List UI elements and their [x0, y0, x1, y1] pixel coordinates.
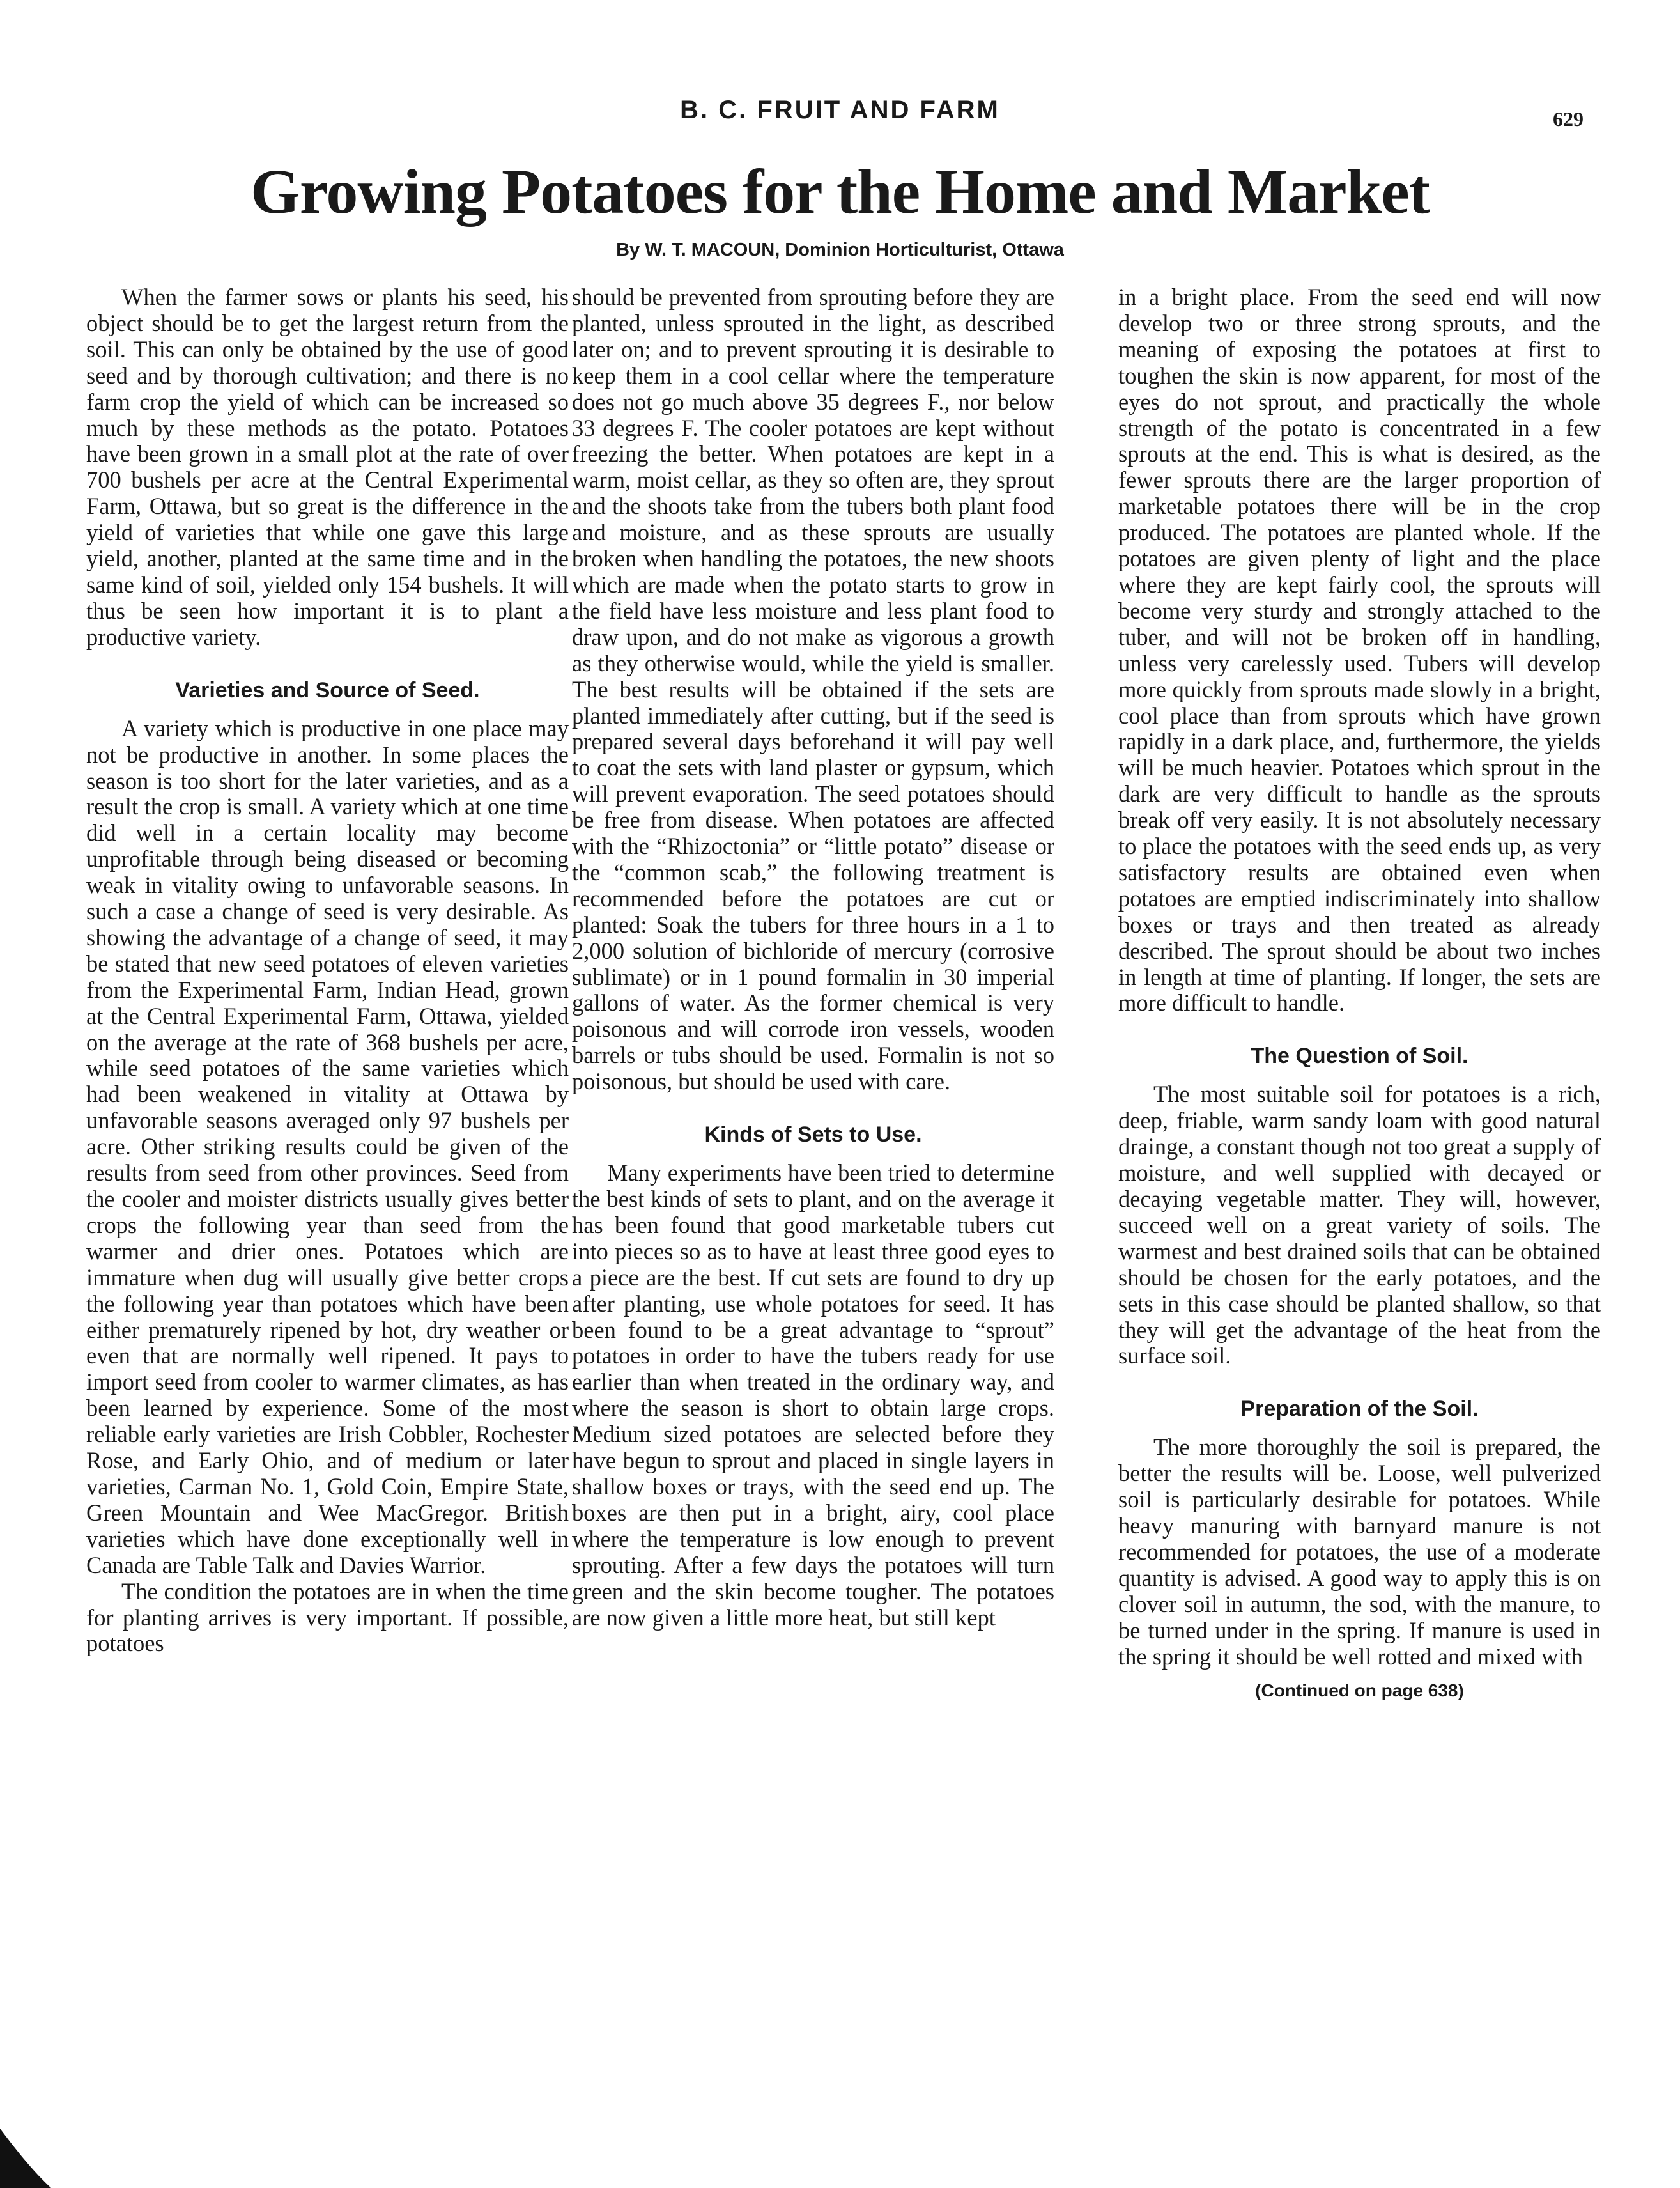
- article-title: Growing Potatoes for the Home and Market: [250, 156, 1430, 227]
- paragraph-soil: The most suitable soil for potatoes is a rich, deep, friable, warm sandy loam with good natural drainge, a constant though not too great a supply of moisture, and well supplied with decayed or decaying vegetable matter. They will, however, succeed well on a great variety of soils. The warmest and best drained soils that can be obtained should be chosen for the early potatoes, and the sets in this case should be planted shallow, so that they will get the advantage of the heat from the surface soil.: [1118, 1081, 1601, 1369]
- column-3: [1118, 284, 1601, 2132]
- heading-soil: The Question of Soil.: [1251, 1044, 1468, 1069]
- page-corner-shadow: [0, 2129, 51, 2188]
- heading-preparation: Preparation of the Soil.: [1240, 1397, 1479, 1422]
- paragraph-varieties: A variety which is productive in one place may not be productive in another. In some places the season is too short for the later varieties, and as a result the crop is small. A variety which at one time did well in a certain locality may become unprofitable through being diseased or becoming weak in vitality owing to unfavorable seasons. In such a case a change of seed is very desirable. As showing the advantage of a change of seed, it may be stated that new seed potatoes of eleven varieties from the Experimental Farm, Indian Head, grown at the Central Experimental Farm, Ottawa, yielded on the average at the rate of 368 bushels per acre, while seed potatoes of the same varieties which had been weakened in vitality at Ottawa by unfavorable seasons averaged only 97 bushels per acre. Other striking results could be given of the results from seed from other provinces. Seed from the cooler and moister districts usually gives better crops the following year than seed from the warmer and drier ones. Potatoes which are immature when dug will usually give better crops the following year than potatoes which have been either prematurely ripened by hot, dry weather or even that are normally well ripened. It pays to import seed from cooler to warmer climates, as has been learned by experience. Some of the most reliable early varieties are Irish Cobbler, Rochester Rose, and Early Ohio, and of medium or later varieties, Carman No. 1, Gold Coin, Empire State, Green Mountain and Wee MacGregor. British varieties which have done exceptionally well in Canada are Table Talk and Davies Warrior.: [86, 715, 569, 1578]
- paragraph-condition: The condition the potatoes are in when the time for planting arrives is very important. If possible, potatoes: [86, 1578, 569, 1657]
- heading-sets: Kinds of Sets to Use.: [704, 1122, 922, 1147]
- paragraph-intro: When the farmer sows or plants his seed, his object should be to get the largest return from the soil. This can only be obtained by the use of good seed and by thorough cultivation; and there is no farm crop the yield of which can be increased so much by these methods as the potato. Potatoes have been grown in a small plot at the rate of over 700 bushels per acre at the Central Experimental Farm, Ottawa, but so great is the difference in the yield of varieties that while one gave this large yield, another, planted at the same time and in the same kind of soil, yielded only 154 bushels. It will thus be seen how important it is to plant a productive variety.: [86, 284, 569, 650]
- page-number: 629: [1553, 107, 1584, 130]
- continued-note: (Continued on page 638): [1255, 1680, 1464, 1700]
- heading-varieties: Varieties and Source of Seed.: [175, 678, 480, 702]
- article-byline: By W. T. MACOUN, Dominion Horticulturist, Ottawa: [616, 240, 1064, 260]
- paragraph-preparation: The more thoroughly the soil is prepared, the better the results will be. Loose, well pulverized soil is particularly desirable for potatoes. While heavy manuring with barnyard manure is not recommended for potatoes, the use of a moderate quantity is advised. A good way to apply this is on clover soil in autumn, the sod, with the manure, to be turned under in the spring. If manure is used in the spring it should be well rotted and mixed with: [1118, 1434, 1601, 1670]
- column-2: [572, 284, 1054, 2132]
- running-head: B. C. FRUIT AND FARM: [680, 96, 1000, 124]
- paragraph-sprouting: should be prevented from sprouting before they are planted, unless sprouted in the light, as described later on; and to prevent sprouting it is desirable to keep them in a cool cellar where the temperature does not go much above 35 degrees F., nor below 33 degrees F. The cooler potatoes are kept without freezing the better. When potatoes are kept in a warm, moist cellar, as they so often are, they sprout and the shoots take from the tubers both plant food and moisture, and as these sprouts are usually broken when handling the potatoes, the new shoots which are made when the potato starts to grow in the field have less moisture and less plant food to draw upon, and do not make as vigorous a growth as they otherwise would, while the yield is smaller. The best results will be obtained if the sets are planted immediately after cutting, but if the seed is prepared several days beforehand it will pay well to coat the sets with land plaster or gypsum, which will prevent evaporation. The seed potatoes should be free from disease. When potatoes are affected with the “Rhizoctonia” or “little potato” disease or the “common scab,” the following treatment is recommended before the potatoes are cut or planted: Soak the tubers for three hours in a 1 to 2,000 solution of bichloride of mercury (corrosive sublimate) or in 1 pound formalin in 30 imperial gallons of water. As the former chemical is very poisonous and will corrode iron vessels, wooden barrels or tubs should be used. Formalin is not so poisonous, but should be used with care.: [572, 284, 1054, 1095]
- column-1: [86, 284, 569, 2132]
- paragraph-sprouts: in a bright place. From the seed end will now develop two or three strong sprouts, and the meaning of exposing the potatoes at first to toughen the skin is now apparent, for most of the eyes do not sprout, and practically the whole strength of the potato is concentrated in a few sprouts at the end. This is what is desired, as the fewer sprouts there are the larger proportion of marketable potatoes there will be in the crop produced. The potatoes are planted whole. If the potatoes are given plenty of light and the place where they are kept fairly cool, the sprouts will become very sturdy and strongly attached to the tuber, and will not be broken off in handling, unless very carelessly used. Tubers will develop more quickly from sprouts made slowly in a bright, cool place than from sprouts which have grown rapidly in a dark place, and, furthermore, the yields will be much heavier. Potatoes which sprout in the dark are very difficult to handle as the sprouts break off very easily. It is not absolutely necessary to place the potatoes with the seed ends up, as very satisfactory results are obtained even when potatoes are emptied indiscriminately into shallow boxes or trays and then treated as already described. The sprout should be about two inches in length at time of planting. If longer, the sets are more difficult to handle.: [1118, 284, 1601, 1016]
- paragraph-sets: Many experiments have been tried to determine the best kinds of sets to plant, and on the average it has been found that good marketable tubers cut into pieces so as to have at least three good eyes to a piece are the best. If cut sets are found to dry up after planting, use whole potatoes for seed. It has been found to be a great advantage to “sprout” potatoes in order to have the tubers ready for use earlier than when treated in the ordinary way, and where the season is short to obtain large crops. Medium sized potatoes are selected before they have begun to sprout and placed in single layers in shallow boxes or trays, with the seed end up. The boxes are then put in a bright, airy, cool place where the temperature is low enough to prevent sprouting. After a few days the potatoes will turn green and the skin become tougher. The potatoes are now given a little more heat, but still kept: [572, 1160, 1054, 1631]
